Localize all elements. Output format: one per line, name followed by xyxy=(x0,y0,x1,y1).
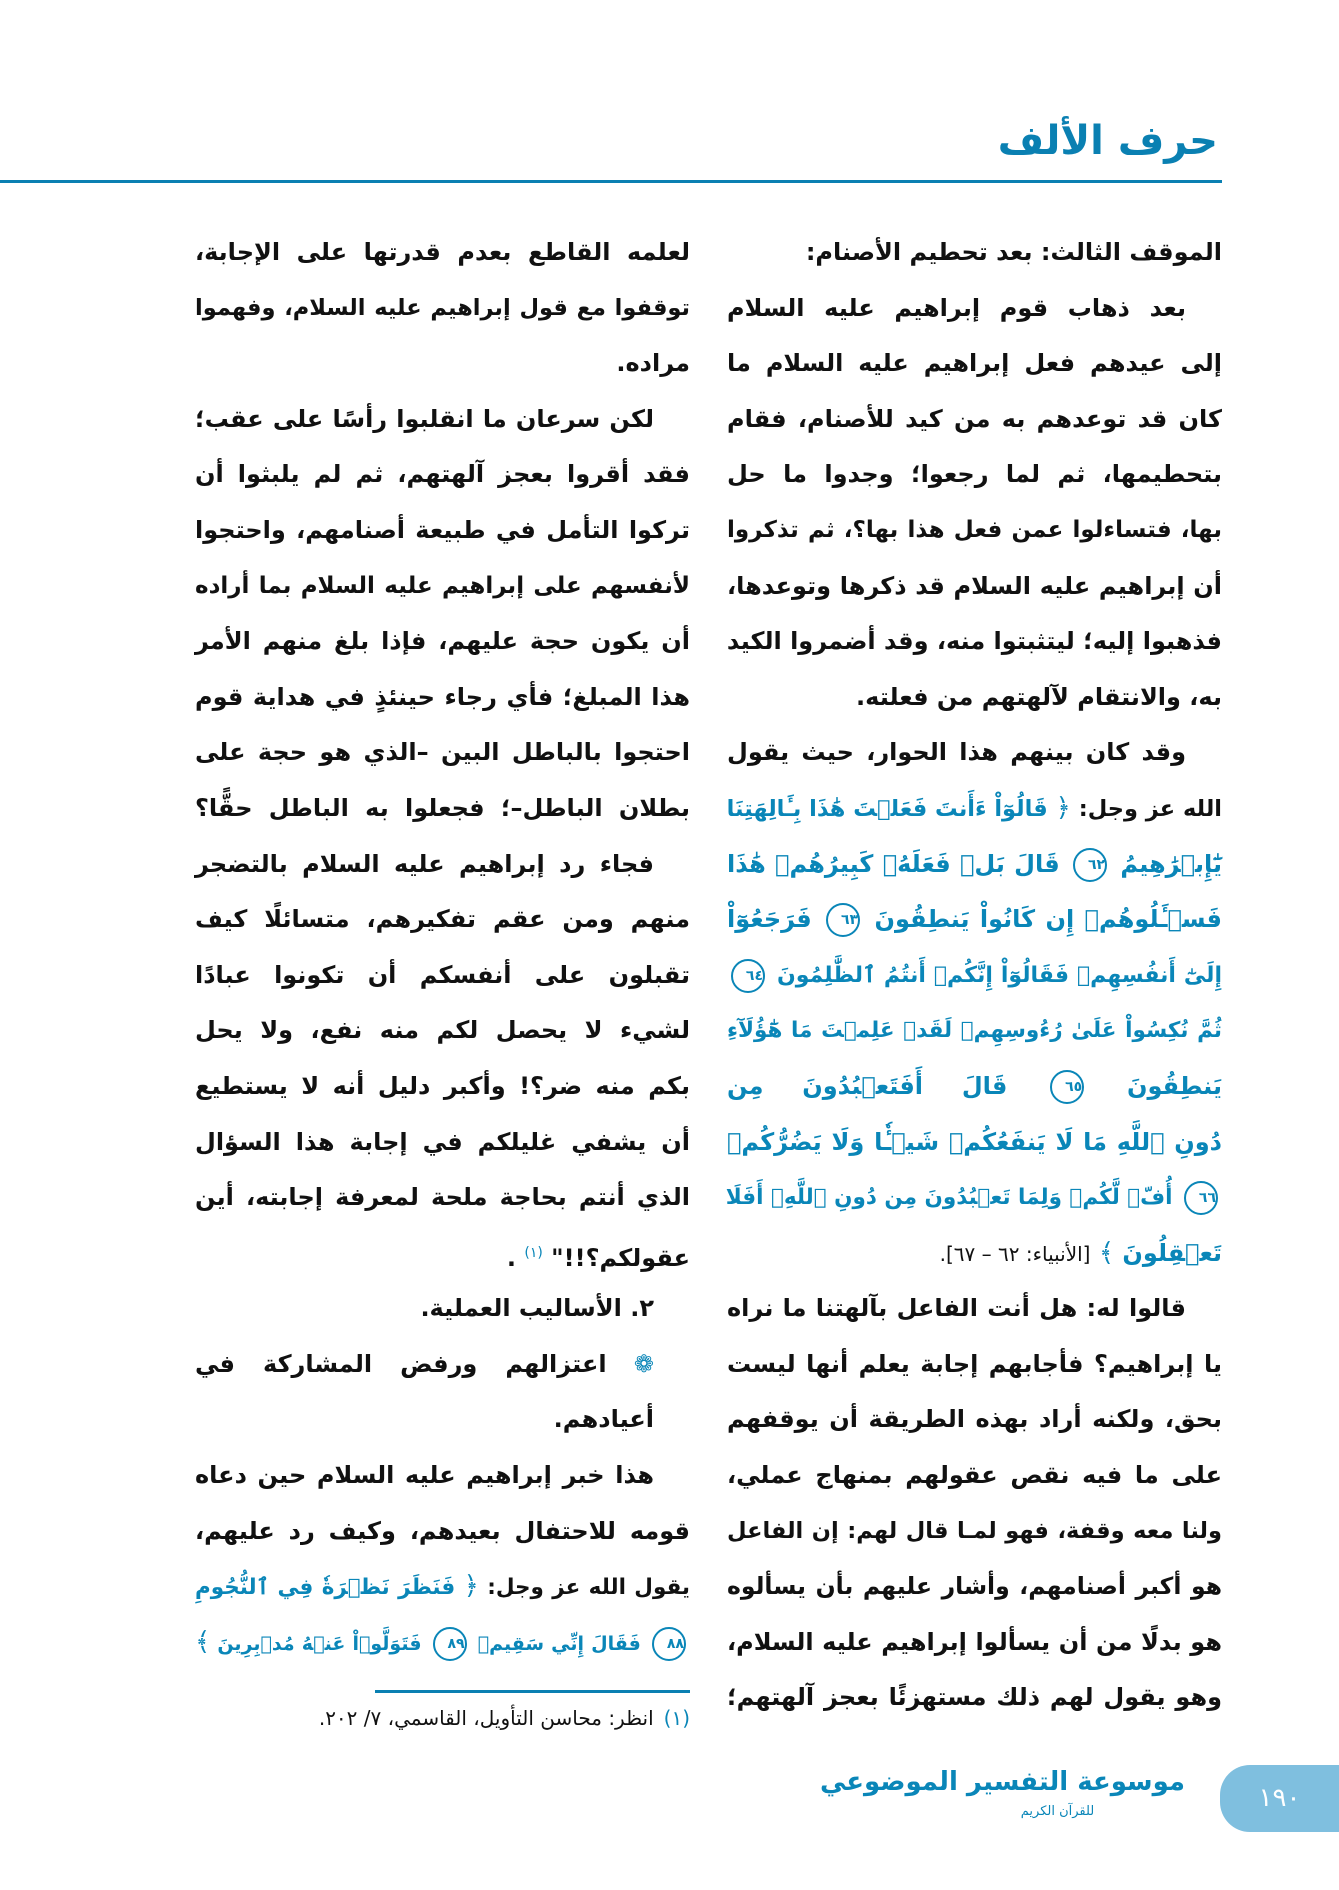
text-line xyxy=(195,1448,690,1504)
text-line xyxy=(195,948,690,1004)
body-text: يا إبراهيم؟ فأجابهم إجابة يعلم أنها ليست xyxy=(727,1349,1222,1378)
body-text: بكم منه ضر؟! وأكبر دليل أنه لا يستطيع xyxy=(195,1071,690,1100)
text-line xyxy=(727,392,1222,448)
body-text: هذا خبر إبراهيم عليه السلام حين دعاه xyxy=(195,1461,654,1490)
footnote-divider xyxy=(375,1690,690,1693)
ayah-number-marker: ٨٩ xyxy=(433,1627,467,1661)
body-text: هو بدلًا من أن يسألوا إبراهيم عليه السلام، xyxy=(727,1627,1222,1656)
ornate-bracket: ﴿ xyxy=(1055,792,1071,823)
footnote-text: انظر: محاسن التأويل، القاسمي، ٧/ ٢٠٢. xyxy=(318,1706,654,1730)
body-text: وهو يقول لهم ذلك مستهزئًا بعجز آلهتهم؛ xyxy=(727,1683,1222,1712)
flower-bullet-icon: ❁ xyxy=(606,1349,654,1378)
body-text: لأنفسهم على إبراهيم عليه السلام بما أراده xyxy=(195,572,690,599)
right-text-column xyxy=(727,225,1222,1726)
footnote xyxy=(195,1706,690,1730)
body-text: عقولكم؟!!" xyxy=(551,1243,690,1272)
ayah-number-marker: ٦٣ xyxy=(826,903,860,937)
text-line xyxy=(727,1504,1222,1560)
ayah-number-marker: ٦٦ xyxy=(1184,1181,1218,1215)
text-line xyxy=(727,1115,1222,1171)
body-text: هو أكبر أصنامهم، وأشار عليهم بأن يسألوه xyxy=(727,1572,1222,1601)
body-text: إلى عيدهم فعل إبراهيم عليه السلام ما xyxy=(727,349,1222,378)
body-text: هذا المبلغ؛ فأي رجاء حينئذٍ في هداية قوم xyxy=(195,682,690,711)
body-text: لعلمه القاطع بعدم قدرتها على الإجابة، xyxy=(195,238,690,266)
body-text: اعتزالهم ورفض المشاركة في xyxy=(195,1349,607,1378)
verse-reference: [الأنبياء: ٦٢ – ٦٧]. xyxy=(939,1241,1091,1266)
quran-text: تَعۡقِلُونَ xyxy=(1114,1238,1222,1267)
body-text: بطلان الباطل–؛ فجعلوا به الباطل حقًّا؟ xyxy=(195,793,690,822)
body-text: الموقف الثالث: بعد تحطيم الأصنام: xyxy=(805,238,1222,266)
body-text: قومه للاحتفال بعيدهم، وكيف رد عليهم، xyxy=(195,1516,690,1545)
body-text: تقبلون على أنفسكم أن تكونوا عبادًا xyxy=(195,960,690,989)
body-text: لشيء لا يحصل لكم منه نفع، ولا يحل xyxy=(195,1016,690,1045)
text-line xyxy=(195,837,690,893)
text-line xyxy=(195,1281,690,1337)
text-line xyxy=(195,225,690,281)
text-line xyxy=(727,1059,1222,1115)
left-text-column xyxy=(195,225,690,1670)
footnote-reference[interactable]: (١) xyxy=(524,1244,543,1261)
body-text: كان قد توعدهم به من كيد للأصنام، فقام xyxy=(727,404,1222,433)
quran-text: يَنطِقُونَ xyxy=(1127,1071,1222,1100)
text-line xyxy=(727,892,1222,948)
ayah-number-marker: ٦٢ xyxy=(1073,848,1107,882)
quran-text: يَٰٓإِبۡرَٰهِيمُ xyxy=(1120,849,1223,878)
body-text: ٢. الأساليب العملية. xyxy=(420,1294,654,1323)
body-text: قالوا له: هل أنت الفاعل بآلهتنا ما نراه xyxy=(727,1294,1186,1323)
text-line xyxy=(727,1226,1222,1282)
body-text: بعد ذهاب قوم إبراهيم عليه السلام xyxy=(727,293,1186,322)
body-text: بحق، ولكنه أراد بهذه الطريقة أن يوقفهم xyxy=(727,1405,1222,1434)
text-line xyxy=(195,781,690,837)
ornate-bracket: ﴾ xyxy=(1098,1237,1115,1268)
text-line xyxy=(727,781,1222,837)
text-line xyxy=(195,1226,690,1282)
page-number: ١٩٠ xyxy=(1220,1765,1339,1832)
text-line xyxy=(727,281,1222,337)
text-line xyxy=(195,614,690,670)
text-line xyxy=(727,1448,1222,1504)
body-text: به، والانتقام لآلهتهم من فعلته. xyxy=(856,682,1222,711)
body-text: الله عز وجل: xyxy=(1070,795,1222,822)
text-line xyxy=(195,1115,690,1171)
body-text: ولنا معه وقفة، فهو لمـا قال لهم: إن الفاعل xyxy=(727,1517,1222,1544)
text-line xyxy=(727,948,1222,1004)
text-line xyxy=(727,1670,1222,1726)
body-text: وقد كان بينهم هذا الحوار، حيث يقول xyxy=(727,738,1186,767)
chapter-title: حرف الألف xyxy=(997,118,1218,164)
text-line xyxy=(727,225,1222,281)
text-line xyxy=(195,1059,690,1115)
body-text: بها، فتساءلوا عمن فعل هذا بها؟، ثم تذكروا xyxy=(727,516,1222,543)
body-text: توقفوا مع قول إبراهيم عليه السلام، وفهموا xyxy=(195,294,690,321)
logo-subtitle: للقرآن الكريم xyxy=(1020,1804,1095,1819)
text-line xyxy=(195,892,690,948)
quran-text: ثُمَّ نُكِسُواْ عَلَىٰ رُءُوسِهِمۡ لَقَدۡ عَلِمۡتَ مَا هَٰٓؤُلَآءِ xyxy=(727,1018,1222,1044)
text-line xyxy=(195,1392,690,1448)
quran-text: قَالَ بَلۡ فَعَلَهُۥ كَبِيرُهُمۡ هَٰذَا xyxy=(727,849,1060,878)
text-line xyxy=(195,1504,690,1560)
text-line xyxy=(727,559,1222,615)
body-text: بتحطيمها، ثم لما رجعوا؛ وجدوا ما حل xyxy=(727,460,1222,489)
body-text: أن يشفي غليلكم في إجابة هذا السؤال xyxy=(195,1127,690,1156)
ornate-bracket: ﴿ xyxy=(463,1571,479,1602)
quran-text: فَرَجَعُوٓاْ xyxy=(727,905,812,934)
ornate-bracket: ﴾ xyxy=(195,1626,211,1657)
text-line xyxy=(727,1615,1222,1671)
text-line xyxy=(195,336,690,392)
text-line xyxy=(195,559,690,615)
text-line xyxy=(195,503,690,559)
body-text: يقول الله عز وجل: xyxy=(478,1575,690,1601)
text-line xyxy=(727,1559,1222,1615)
text-line xyxy=(727,725,1222,781)
body-text: منهم ومن عقم تفكيرهم، متسائلًا كيف xyxy=(195,905,690,934)
body-text: مراده. xyxy=(616,349,690,378)
quran-text: فَنَظَرَ نَظۡرَةٗ فِي ٱلنُّجُومِ xyxy=(195,1575,456,1601)
quran-text: إِلَىٰٓ أَنفُسِهِمۡ فَقَالُوٓاْ إِنَّكُمۡ أَنتُمُ ٱلظَّٰلِمُونَ xyxy=(776,962,1222,988)
text-line xyxy=(727,1337,1222,1393)
body-text: احتجوا بالباطل البين –الذي هو حجة على xyxy=(195,738,690,767)
body-text: أن يكون حجة عليهم، فإذا بلغ منهم الأمر xyxy=(195,627,690,656)
text-line xyxy=(195,392,690,448)
quran-text: دُونِ ٱللَّهِ مَا لَا يَنفَعُكُمۡ شَيۡـٔٗا وَلَا يَضُرُّكُمۡ xyxy=(727,1127,1222,1156)
text-line xyxy=(727,1281,1222,1337)
text-line xyxy=(727,837,1222,893)
encyclopedia-logo xyxy=(819,1762,1185,1842)
body-text: فذهبوا إليه؛ ليتثبتوا منه، وقد أضمروا الكيد xyxy=(726,627,1222,656)
footnote-number: (١) xyxy=(663,1706,690,1730)
body-text: . xyxy=(506,1243,516,1272)
text-line xyxy=(727,614,1222,670)
body-text: على ما فيه نقص عقولهم بمنهاج عملي، xyxy=(727,1461,1222,1490)
text-line xyxy=(727,447,1222,503)
text-line xyxy=(195,447,690,503)
text-line xyxy=(727,1003,1222,1059)
logo-title: موسوعة التفسير الموضوعي xyxy=(819,1767,1185,1797)
text-line xyxy=(727,670,1222,726)
body-text: لكن سرعان ما انقلبوا رأسًا على عقب؛ xyxy=(195,404,654,433)
body-text: فجاء رد إبراهيم عليه السلام بالتضجر xyxy=(195,849,654,878)
ayah-number-marker: ٦٤ xyxy=(731,959,765,993)
text-line xyxy=(195,1615,690,1671)
header-divider xyxy=(0,180,1222,183)
quran-text: فَقَالَ إِنِّي سَقِيمٞ xyxy=(477,1632,641,1655)
quran-text: فَتَوَلَّوۡاْ عَنۡهُ مُدۡبِرِينَ xyxy=(217,1632,422,1655)
quran-text: فَسۡـَٔلُوهُمۡ إِن كَانُواْ يَنطِقُونَ xyxy=(874,905,1223,934)
text-line xyxy=(195,1559,690,1615)
quran-text: قَالُوٓاْ ءَأَنتَ فَعَلۡتَ هَٰذَا بِـَٔالِهَتِنَا xyxy=(726,795,1048,822)
body-text: تركوا التأمل في طبيعة أصنامهم، واحتجوا xyxy=(195,515,690,544)
text-line xyxy=(727,336,1222,392)
text-line xyxy=(195,281,690,337)
ayah-number-marker: ٦٥ xyxy=(1050,1070,1084,1104)
text-line xyxy=(727,503,1222,559)
text-line xyxy=(727,1392,1222,1448)
body-text: الذي أنتم بحاجة ملحة لمعرفة إجابته، أين xyxy=(195,1183,690,1212)
text-line xyxy=(195,1003,690,1059)
text-line xyxy=(195,1337,690,1393)
text-line xyxy=(195,725,690,781)
body-text: أعيادهم. xyxy=(553,1405,654,1434)
text-line xyxy=(727,1170,1222,1226)
text-line xyxy=(195,1170,690,1226)
text-line xyxy=(195,670,690,726)
ayah-number-marker: ٨٨ xyxy=(652,1627,686,1661)
quran-text: قَالَ أَفَتَعۡبُدُونَ مِن xyxy=(727,1071,1008,1100)
body-text: فقد أقروا بعجز آلهتهم، ثم لم يلبثوا أن xyxy=(195,460,690,489)
quran-text: أُفّٖ لَّكُمۡ وَلِمَا تَعۡبُدُونَ مِن دُونِ ٱللَّهِۚ أَفَلَا xyxy=(725,1185,1173,1211)
body-text: أن إبراهيم عليه السلام قد ذكرها وتوعدها، xyxy=(727,571,1222,600)
